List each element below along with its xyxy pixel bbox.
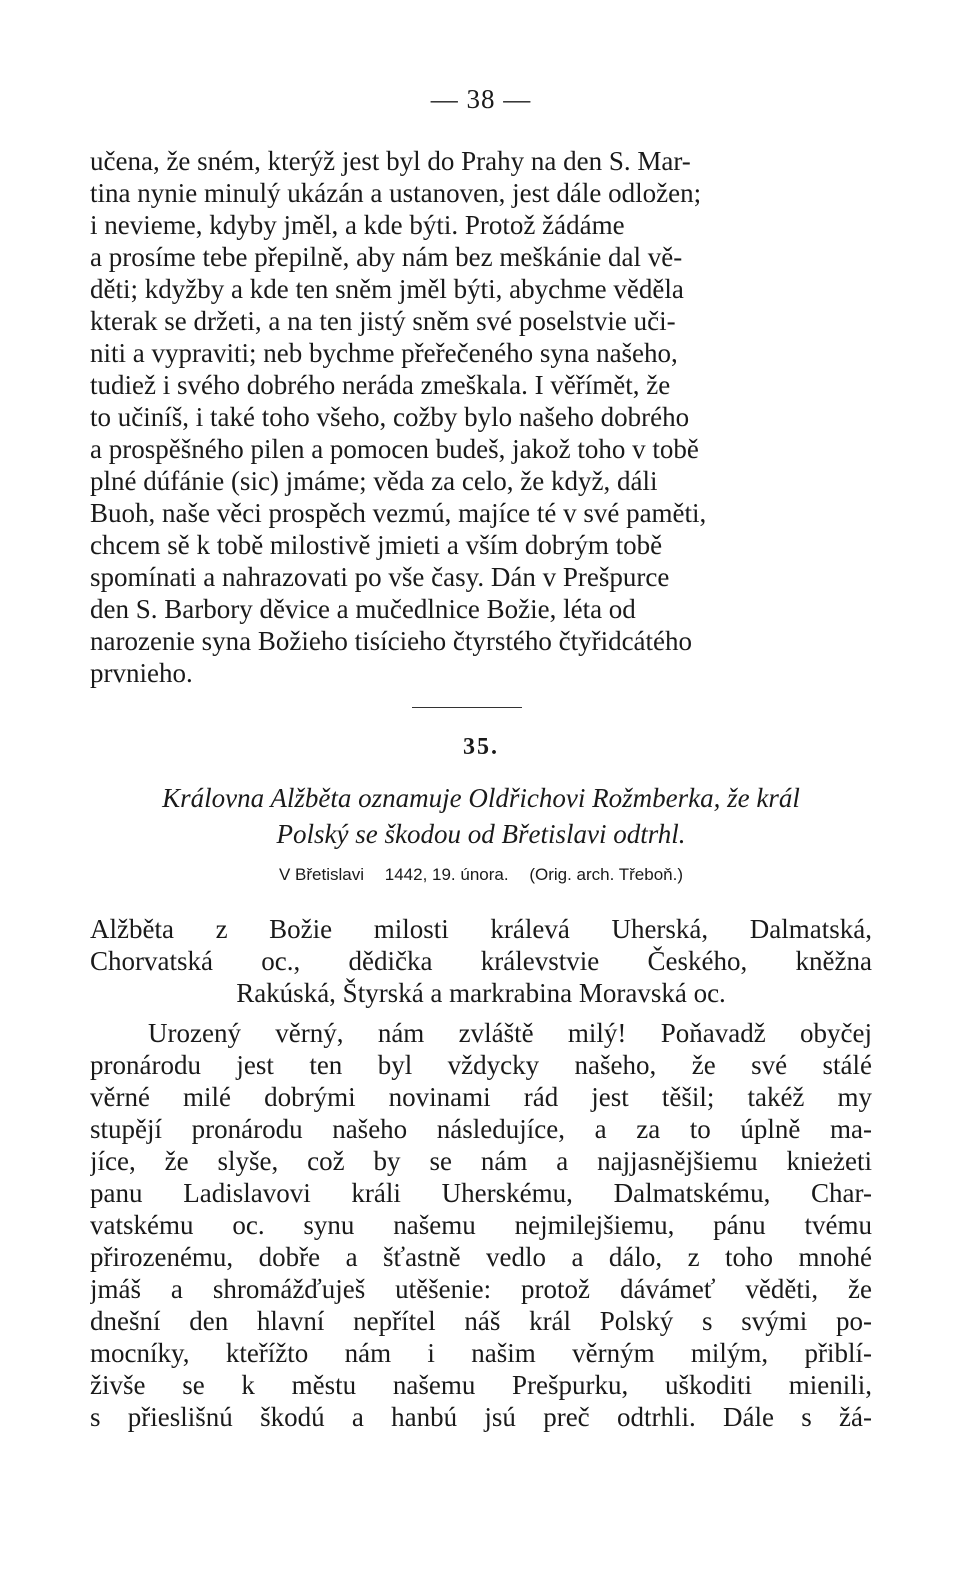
text-line: s přieslišnú škodú a hanbú jsú preč odtrhli. Dále s žá-	[90, 1402, 872, 1432]
source-place: V Břetislavi	[278, 865, 365, 884]
salutation-lines	[90, 913, 872, 1009]
text-line: děti; kdyžby a kde ten sněm jměl býti, abychme věděla	[90, 274, 684, 304]
text-line: jmáš a shromážďuješ utěšenie: protož dávámeť věděti, že	[90, 1274, 872, 1304]
text-line: to učiníš, i také toho všeho, cožby bylo našeho dobrého	[90, 402, 690, 432]
text-line: Buoh, naše věci prospěch vezmú, majíce té v své paměti,	[90, 498, 707, 528]
salutation-line: Rakúská, Štyrská a markrabina Moravská oc.	[236, 978, 726, 1008]
text-line: plné dúfánie (sic) jmáme; věda za celo, že když, dáli	[90, 466, 658, 496]
salutation-block	[90, 913, 872, 1009]
section-divider	[412, 707, 522, 708]
text-line: spomínati a nahrazovati po vše časy. Dán v Prešpurce	[90, 562, 670, 592]
text-line: a prosíme tebe přepilně, aby nám bez meškánie dal vě-	[90, 242, 683, 272]
text-line: dnešní den hlavní nepřítel náš král Polský s svými po-	[90, 1306, 872, 1336]
paragraph-lines	[90, 145, 872, 689]
text-line: tina nynie minulý ukázán a ustanoven, jest dále odložen;	[90, 178, 702, 208]
page-number: — 38 —	[430, 84, 532, 114]
text-line: věrné milé dobrými novinami rád jest těšil; takéž my	[90, 1082, 872, 1112]
source-archive: (Orig. arch. Třeboň.)	[529, 865, 683, 884]
text-line: Urozený věrný, nám zvláště milý! Poňavadž obyčej	[148, 1018, 872, 1048]
text-line: den S. Barbory děvice a mučedlnice Božie, léta od	[90, 594, 636, 624]
body-lines	[90, 1017, 872, 1433]
continuation-paragraph	[90, 145, 872, 689]
source-citation	[90, 865, 872, 885]
letter-body	[90, 1017, 872, 1433]
text-line: přirozenému, dobře a šťastně vedlo a dálo, z toho mnohé	[90, 1242, 872, 1272]
document-heading	[90, 780, 872, 852]
salutation-line: Chorvatská oc., dědička králevstvie Českého, kněžna	[90, 946, 872, 976]
text-line: kterak se držeti, a na ten jistý sněm své poselstvie uči-	[90, 306, 676, 336]
text-line: vatskému oc. synu našemu nejmilejšiemu, pánu tvému	[90, 1210, 872, 1240]
heading-line: Polský se škodou od Břetislavi odtrhl.	[276, 819, 686, 849]
text-line: panu Ladislavovi králi Uherskému, Dalmatskému, Char-	[90, 1178, 872, 1208]
text-line: mocníky, kteřížto nám i našim věrným milým, přiblí-	[90, 1338, 872, 1368]
text-line: živše se k městu našemu Prešpurku, uškoditi mienili,	[90, 1370, 872, 1400]
text-line: učena, že sném, kterýž jest byl do Prahy na den S. Mar-	[90, 146, 691, 176]
text-line: niti a vypraviti; neb bychme přeřečeného syna našeho,	[90, 338, 678, 368]
document-page	[90, 0, 872, 1584]
text-line: narozenie syna Božieho tisícieho čtyrstého čtyřidcátého	[90, 626, 693, 656]
salutation-line: Alžběta z Božie milosti králevá Uherská, Dalmatská,	[90, 914, 872, 944]
text-line: jíce, že slyše, což by se nám a najjasnějšiemu knieżeti	[90, 1146, 872, 1176]
text-line: i nevieme, kdyby jměl, a kde býti. Protož žádáme	[90, 210, 625, 240]
text-line: pronárodu jest ten byl vždycky našeho, že své stálé	[90, 1050, 872, 1080]
source-date: 1442, 19. února.	[384, 865, 509, 884]
text-line: a prospěšného pilen a pomocen budeš, jakož toho v tobě	[90, 434, 699, 464]
text-line-last: prvnieho.	[90, 658, 193, 688]
heading-line: Královna Alžběta oznamuje Oldřichovi Rožmberka, že král	[162, 783, 800, 813]
text-line: tudiež i svého dobrého neráda zmeškala. I věřímět, že	[90, 370, 671, 400]
text-line: chcem sě k tobě milostivě jmieti a vším dobrým tobě	[90, 530, 663, 560]
text-line: stupějí pronárodu našeho následujíce, a za to úplně ma-	[90, 1114, 872, 1144]
document-number: 35.	[463, 734, 499, 760]
